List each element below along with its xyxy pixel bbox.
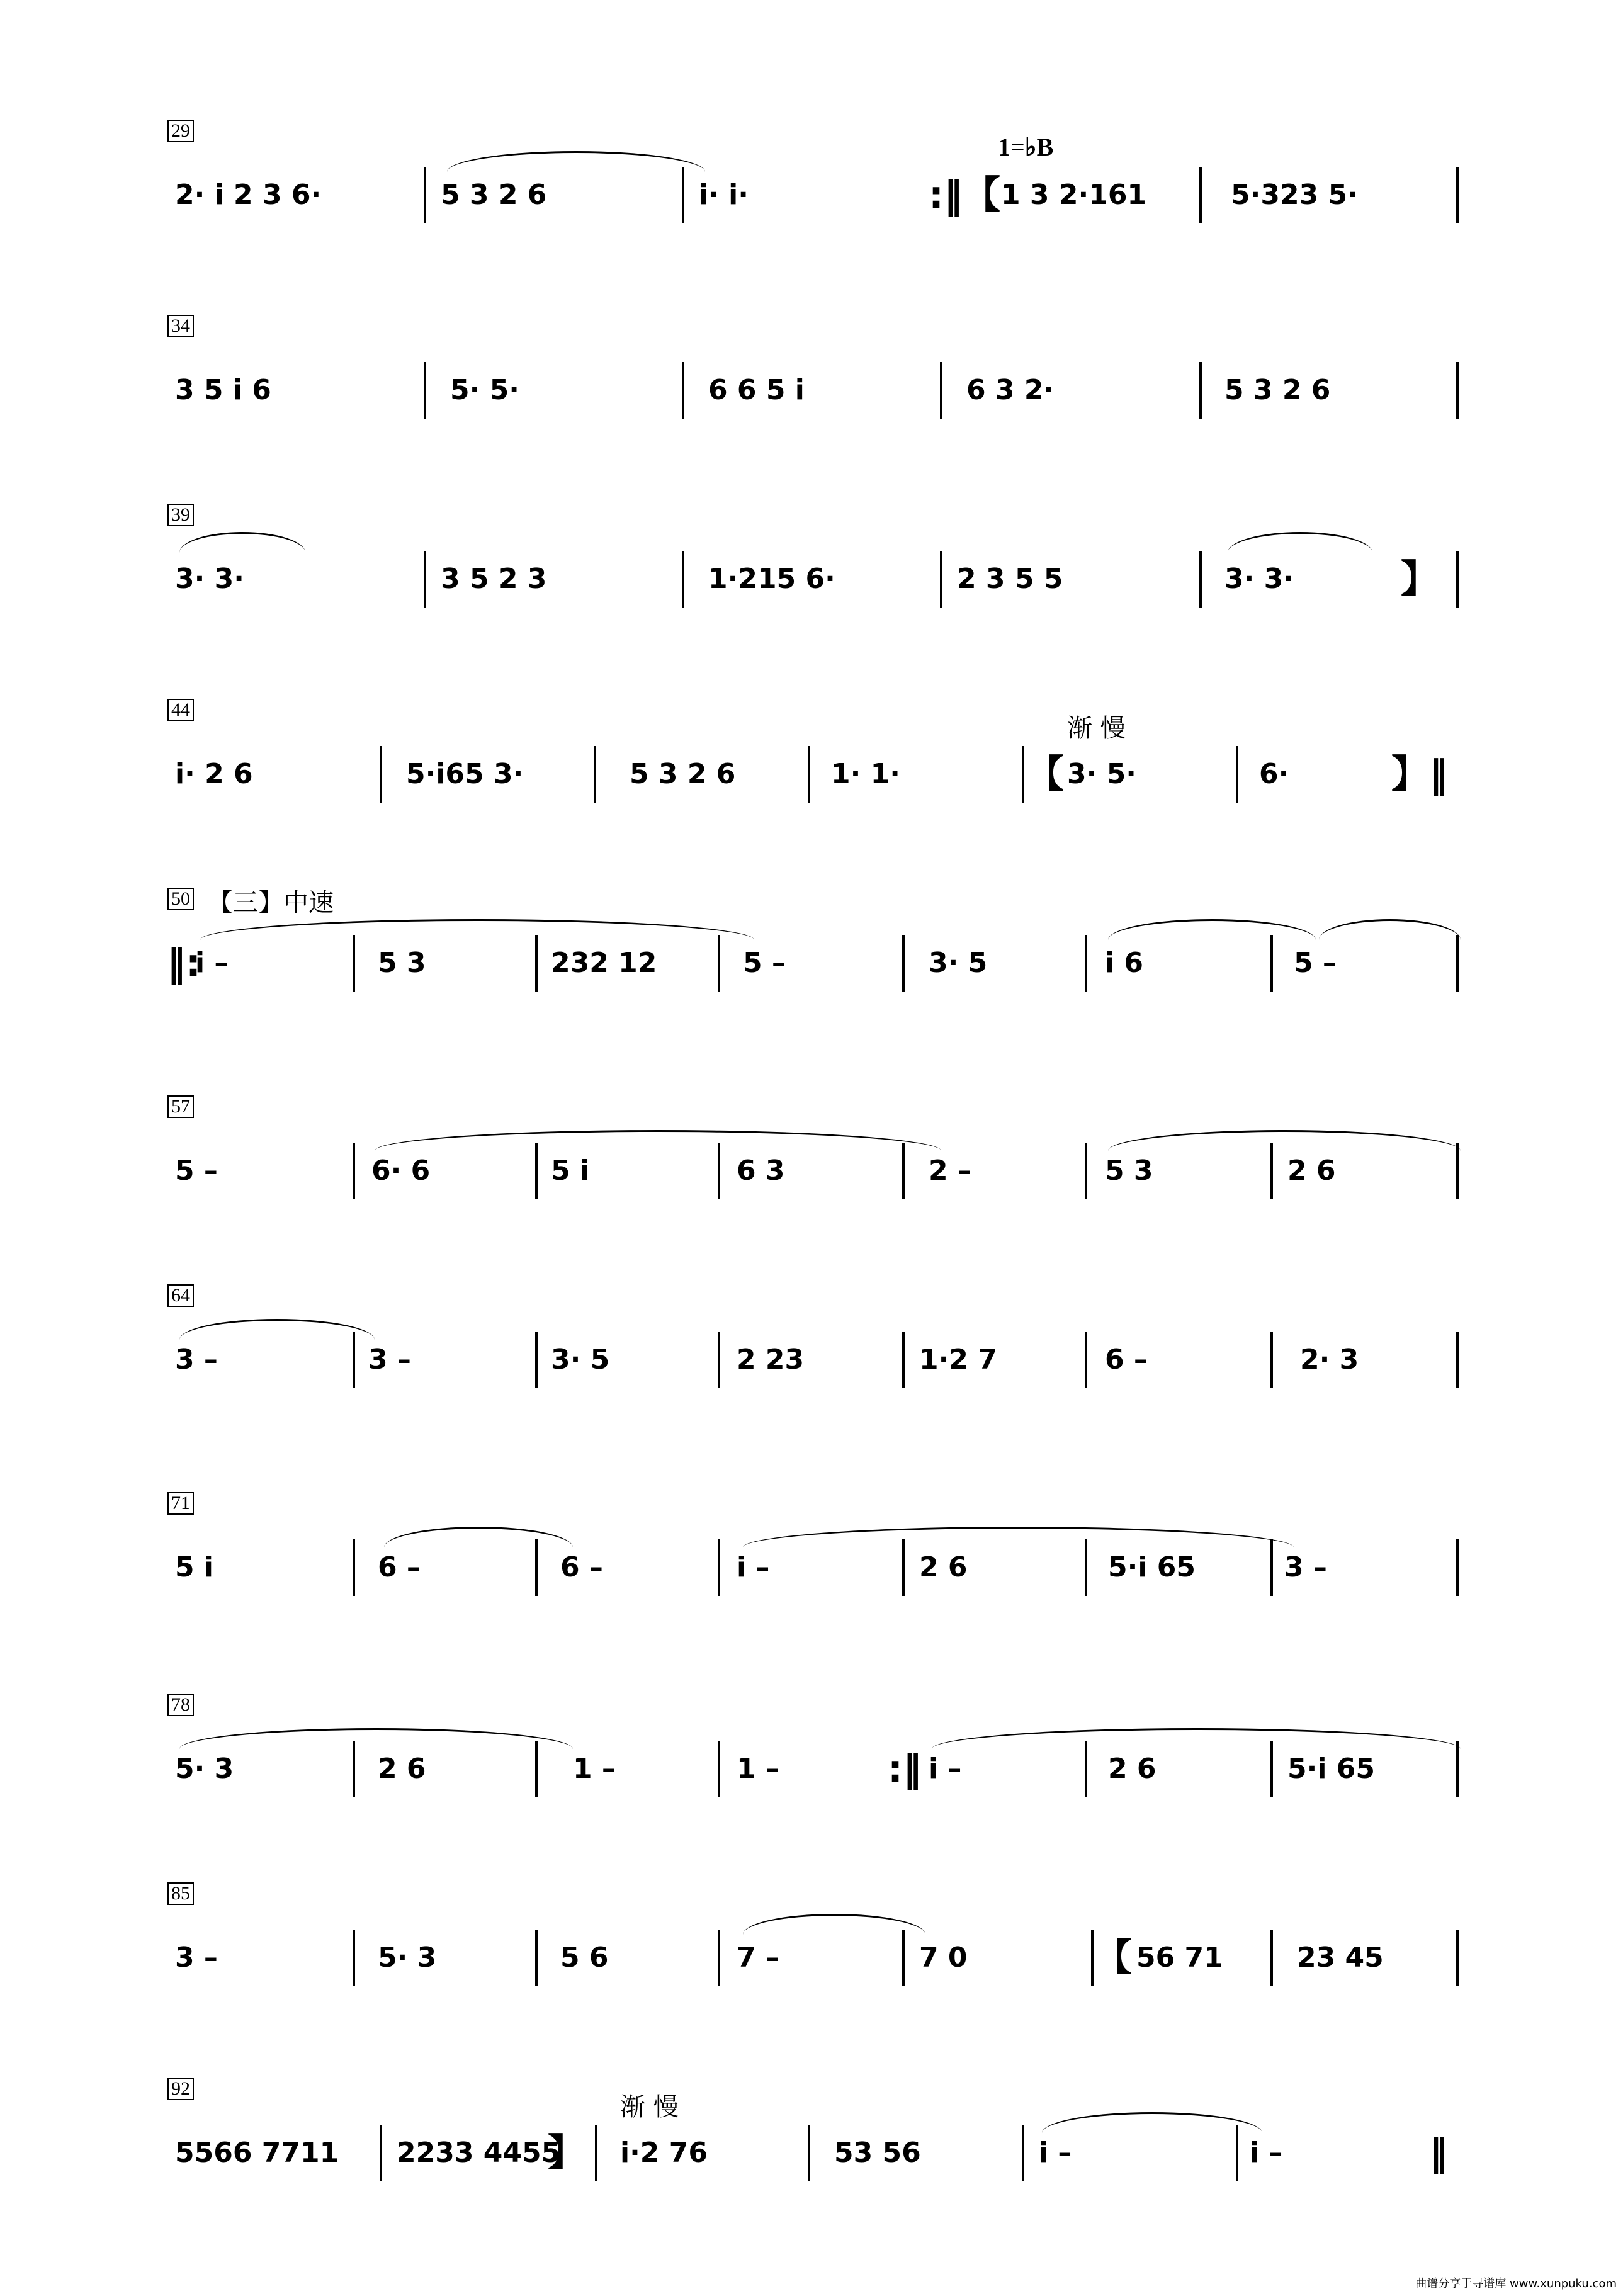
barline bbox=[940, 551, 942, 608]
slur bbox=[1042, 2112, 1262, 2133]
barline bbox=[1456, 1930, 1459, 1986]
slur bbox=[447, 151, 705, 172]
bracket-close: 】 bbox=[1401, 557, 1439, 601]
measure: 5 6 bbox=[560, 1942, 609, 1974]
barline bbox=[1085, 1143, 1087, 1199]
barline bbox=[940, 362, 942, 419]
measure: 3 5 i 6 bbox=[175, 374, 271, 406]
measure: 5·323 5· bbox=[1231, 179, 1358, 211]
barline bbox=[353, 1539, 355, 1596]
bracket-close: 】 bbox=[548, 2131, 585, 2175]
measure: 6 – bbox=[1105, 1343, 1148, 1376]
barline bbox=[1085, 1539, 1087, 1596]
barline bbox=[380, 746, 382, 803]
footer-watermark: 曲谱分享于寻谱库 www.xunpuku.com bbox=[1415, 2277, 1617, 2290]
measure: 3· 3· bbox=[175, 563, 244, 595]
measure: i – bbox=[1039, 2137, 1072, 2169]
barline bbox=[902, 1332, 905, 1388]
slur bbox=[1319, 919, 1461, 940]
barline bbox=[424, 167, 426, 223]
final-barline: ‖ bbox=[1429, 2131, 1448, 2175]
ritardando-mark: 渐 慢 bbox=[1067, 714, 1126, 743]
key-signature: 1=♭B bbox=[998, 133, 1054, 161]
slur bbox=[200, 919, 754, 940]
measure: 23 45 bbox=[1297, 1942, 1384, 1974]
barline bbox=[902, 1930, 905, 1986]
barline bbox=[902, 1143, 905, 1199]
measure-number: 50 bbox=[167, 888, 194, 910]
barline bbox=[424, 362, 426, 419]
barline bbox=[1085, 935, 1087, 992]
repeat-start: ‖: bbox=[167, 941, 201, 985]
slur bbox=[743, 1914, 925, 1935]
barline bbox=[353, 1741, 355, 1797]
measure: 3 – bbox=[175, 1343, 218, 1376]
measure-number: 64 bbox=[167, 1284, 194, 1307]
bracket-close: 】‖ bbox=[1391, 752, 1448, 796]
measure: 1 – bbox=[573, 1753, 616, 1785]
barline bbox=[1199, 362, 1202, 419]
barline bbox=[718, 1539, 720, 1596]
measure: 5· 5· bbox=[450, 374, 519, 406]
measure: 3 – bbox=[175, 1942, 218, 1974]
barline bbox=[1456, 1143, 1459, 1199]
barline bbox=[1270, 1930, 1273, 1986]
barline bbox=[595, 2125, 597, 2181]
measure: 2 6 bbox=[919, 1551, 968, 1583]
measure: i·2 76 bbox=[620, 2137, 708, 2169]
measure-number: 44 bbox=[167, 699, 194, 721]
measure: 6 3 bbox=[737, 1155, 785, 1187]
measure: 232 12 bbox=[551, 947, 657, 979]
measure: 5·i 65 bbox=[1108, 1551, 1196, 1583]
barline bbox=[682, 551, 684, 608]
barline bbox=[353, 1143, 355, 1199]
barline bbox=[535, 1539, 538, 1596]
barline bbox=[808, 2125, 810, 2181]
barline bbox=[1456, 1539, 1459, 1596]
bracket-open: 【 bbox=[1094, 1936, 1132, 1980]
measure: 2233 4455 bbox=[397, 2137, 561, 2169]
measure: 5 – bbox=[175, 1155, 218, 1187]
measure: 6 – bbox=[378, 1551, 421, 1583]
slur bbox=[179, 1319, 375, 1340]
barline bbox=[1456, 167, 1459, 223]
barline bbox=[682, 362, 684, 419]
ritardando-mark: 渐 慢 bbox=[620, 2093, 679, 2122]
barline bbox=[1022, 2125, 1024, 2181]
barline bbox=[1456, 1741, 1459, 1797]
barline bbox=[808, 746, 810, 803]
barline bbox=[718, 1332, 720, 1388]
slur bbox=[1108, 919, 1316, 940]
measure: 7 0 bbox=[919, 1942, 968, 1974]
measure: 2 3 5 5 bbox=[957, 563, 1063, 595]
barline bbox=[1270, 1539, 1273, 1596]
measure: i – bbox=[195, 947, 229, 979]
barline bbox=[682, 167, 684, 223]
barline bbox=[1456, 935, 1459, 992]
barline bbox=[1270, 1143, 1273, 1199]
slur bbox=[384, 1527, 573, 1547]
barline bbox=[1085, 1741, 1087, 1797]
measure: i – bbox=[929, 1753, 962, 1785]
barline bbox=[1456, 551, 1459, 608]
measure: 3 5 2 3 bbox=[441, 563, 547, 595]
repeat-end: :‖ bbox=[888, 1747, 922, 1791]
measure: 1·215 6· bbox=[708, 563, 835, 595]
measure: 6· 6 bbox=[371, 1155, 431, 1187]
measure: 5· 3 bbox=[378, 1942, 437, 1974]
barline bbox=[1236, 2125, 1238, 2181]
measure: 5 – bbox=[743, 947, 786, 979]
barline bbox=[535, 1741, 538, 1797]
measure: 3· 5· bbox=[1067, 758, 1136, 790]
barline bbox=[1199, 167, 1202, 223]
slur bbox=[1228, 532, 1372, 553]
barline bbox=[353, 1332, 355, 1388]
measure: 3· 5 bbox=[551, 1343, 610, 1376]
barline bbox=[535, 1332, 538, 1388]
measure: 5 3 bbox=[378, 947, 426, 979]
measure: i· 2 6 bbox=[175, 758, 253, 790]
barline bbox=[718, 1741, 720, 1797]
measure: 2 6 bbox=[378, 1753, 426, 1785]
slur bbox=[932, 1728, 1461, 1749]
measure: 6 – bbox=[560, 1551, 603, 1583]
barline bbox=[380, 2125, 382, 2181]
barline bbox=[1270, 1332, 1273, 1388]
section-heading: 【三】中速 bbox=[208, 888, 334, 917]
measure-number: 29 bbox=[167, 120, 194, 142]
measure: i – bbox=[737, 1551, 770, 1583]
bracket-open: 【 bbox=[1026, 752, 1064, 796]
measure: 6· bbox=[1259, 758, 1289, 790]
measure: 53 56 bbox=[834, 2137, 921, 2169]
measure: i· i· bbox=[699, 179, 749, 211]
measure-number: 92 bbox=[167, 2078, 194, 2100]
measure: 5566 7711 bbox=[175, 2137, 339, 2169]
slur bbox=[179, 1728, 573, 1749]
barline bbox=[1270, 1741, 1273, 1797]
measure-number: 34 bbox=[167, 315, 194, 337]
slur bbox=[743, 1527, 1294, 1547]
measure: 1 – bbox=[737, 1753, 779, 1785]
barline bbox=[1270, 935, 1273, 992]
measure: 2· i 2 3 6· bbox=[175, 179, 322, 211]
measure: 5 – bbox=[1294, 947, 1337, 979]
barline bbox=[535, 1143, 538, 1199]
measure: i – bbox=[1250, 2137, 1283, 2169]
measure: 7 – bbox=[737, 1942, 779, 1974]
barline bbox=[718, 1143, 720, 1199]
measure: 56 71 bbox=[1136, 1942, 1223, 1974]
measure: 1·2 7 bbox=[919, 1343, 997, 1376]
measure: 6 3 2· bbox=[966, 374, 1055, 406]
measure: 5 3 2 6 bbox=[1224, 374, 1331, 406]
repeat-end: :‖【 bbox=[929, 173, 1000, 217]
measure: 5 3 2 6 bbox=[630, 758, 736, 790]
slur bbox=[179, 532, 305, 553]
barline bbox=[424, 551, 426, 608]
barline bbox=[353, 935, 355, 992]
measure: 3· 5 bbox=[929, 947, 988, 979]
barline bbox=[718, 935, 720, 992]
measure: 5 i bbox=[175, 1551, 214, 1583]
barline bbox=[718, 1930, 720, 1986]
measure: 6 6 5 i bbox=[708, 374, 805, 406]
measure: 3· 3· bbox=[1224, 563, 1294, 595]
barline bbox=[1091, 1930, 1094, 1986]
barline bbox=[353, 1930, 355, 1986]
barline bbox=[1236, 746, 1238, 803]
measure: 2· 3 bbox=[1300, 1343, 1359, 1376]
measure-number: 85 bbox=[167, 1882, 194, 1905]
measure: 5 3 2 6 bbox=[441, 179, 547, 211]
barline bbox=[902, 935, 905, 992]
measure: 5 i bbox=[551, 1155, 590, 1187]
barline bbox=[1085, 1332, 1087, 1388]
measure: 3 – bbox=[368, 1343, 411, 1376]
measure: 2 – bbox=[929, 1155, 971, 1187]
measure-number: 39 bbox=[167, 504, 194, 526]
measure-number: 57 bbox=[167, 1095, 194, 1118]
barline bbox=[535, 1930, 538, 1986]
measure-number: 78 bbox=[167, 1694, 194, 1716]
barline bbox=[1199, 551, 1202, 608]
slur bbox=[375, 1130, 941, 1151]
barline bbox=[535, 935, 538, 992]
barline bbox=[1456, 362, 1459, 419]
barline bbox=[1456, 1332, 1459, 1388]
measure: 5· 3 bbox=[175, 1753, 234, 1785]
measure: 1 3 2·161 bbox=[1001, 179, 1147, 211]
barline bbox=[594, 746, 596, 803]
barline bbox=[902, 1539, 905, 1596]
measure: 2 6 bbox=[1287, 1155, 1336, 1187]
measure: 2 23 bbox=[737, 1343, 805, 1376]
measure: 1· 1· bbox=[831, 758, 900, 790]
measure: 3 – bbox=[1284, 1551, 1327, 1583]
measure: 5·i65 3· bbox=[406, 758, 524, 790]
measure-number: 71 bbox=[167, 1492, 194, 1515]
barline bbox=[1022, 746, 1024, 803]
slur bbox=[1108, 1130, 1461, 1151]
measure: i 6 bbox=[1105, 947, 1144, 979]
measure: 5·i 65 bbox=[1287, 1753, 1375, 1785]
measure: 2 6 bbox=[1108, 1753, 1156, 1785]
measure: 5 3 bbox=[1105, 1155, 1153, 1187]
